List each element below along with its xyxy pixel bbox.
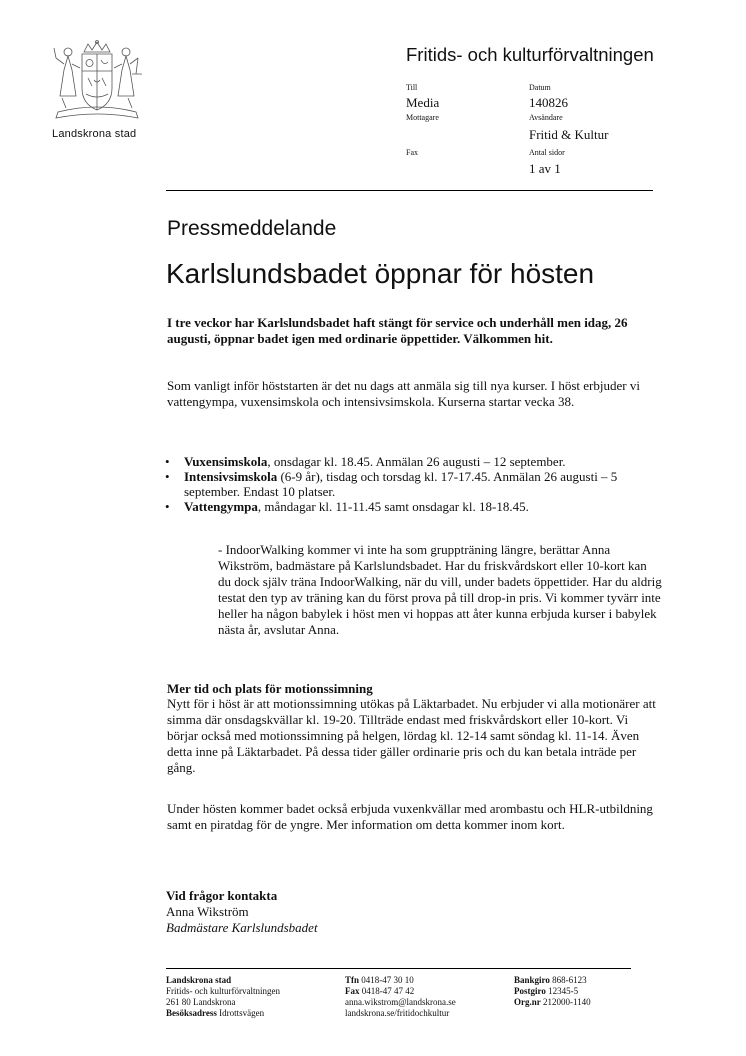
coat-of-arms-icon: [48, 38, 146, 124]
footer-bankgiro-label: Bankgiro: [514, 975, 550, 985]
list-item: [165, 454, 665, 469]
logo: [42, 38, 152, 124]
footer-postgiro-value: 12345-5: [548, 986, 579, 996]
fax-label: Fax: [406, 148, 418, 157]
date-label: Datum: [529, 83, 551, 92]
footer-postal: 261 80 Landskrona: [166, 997, 236, 1007]
course-name: Vattengympa: [184, 499, 258, 514]
recipient-label: Mottagare: [406, 113, 439, 122]
footer-fax-value: 0418-47 47 42: [361, 986, 415, 996]
footer-fax-label: Fax: [345, 986, 360, 996]
headline: Karlslundsbadet öppnar för hösten: [166, 258, 595, 289]
outro-paragraph: Under hösten kommer badet också erbjuda vuxenkvällar med arombastu och HLR-utbildning samt en piratdag för de yngre. Mer information om detta kommer inom kort.: [167, 801, 653, 832]
list-item: [165, 469, 665, 499]
course-details: , måndagar kl. 11-11.45 samt onsdagar kl. 18-18.45.: [257, 499, 529, 514]
footer-bankgiro-value: 868-6123: [552, 975, 587, 985]
sender-value: Fritid & Kultur: [529, 127, 609, 142]
header-divider: [166, 190, 653, 191]
footer-visit-value: Idrottsvägen: [219, 1008, 265, 1018]
course-name: Intensivsimskola: [184, 469, 278, 484]
contact-role: Badmästare Karlslundsbadet: [166, 920, 318, 935]
document-type: Pressmeddelande: [167, 217, 337, 240]
course-name: Vuxensimskola: [184, 454, 268, 469]
course-details: , onsdagar kl. 18.45. Anmälan 26 augusti – 12 september.: [267, 454, 566, 469]
footer-postgiro-label: Postgiro: [514, 986, 546, 996]
footer-visit-label: Besöksadress: [166, 1008, 217, 1018]
footer-email: anna.wikstrom@landskrona.se: [345, 997, 456, 1007]
department-name: Fritids- och kulturförvaltningen: [406, 44, 654, 65]
quote-paragraph: - IndoorWalking kommer vi inte ha som gruppträning längre, berättar Anna Wikström, badmästare på Karlslundsbadet. Har du friskvårdskort eller 10-kort kan du dock själv träna IndoorWalking, när du vill, under badets öppettider. Har du aldrig testat den typ av träning kan du först prova på till drop-in pris. Vi kommer tyvärr inte heller ha någon babylek i höst men vi hoppas att åter kunna erbjuda kurser i babylek nästa år, avslutar Anna.: [218, 542, 662, 637]
sender-label: Avsändare: [529, 113, 563, 122]
footer-web: landskrona.se/fritidochkultur: [345, 1008, 450, 1018]
footer-address-block: [166, 975, 280, 1019]
contact-heading: Vid frågor kontakta: [166, 888, 278, 903]
section-heading: Mer tid och plats för motionssimning: [167, 681, 373, 696]
to-label: Till: [406, 83, 418, 92]
contact-name: Anna Wikström: [166, 904, 249, 919]
footer-contact-block: [345, 975, 456, 1019]
footer-tfn-value: 0418-47 30 10: [361, 975, 414, 985]
footer-org: Landskrona stad: [166, 975, 232, 985]
lead-paragraph: I tre veckor har Karlslundsbadet haft stängt för service och underhåll men idag, 26 augusti, öppnar badet igen med ordinarie öppettider. Välkommen hit.: [167, 315, 628, 346]
pages-label: Antal sidor: [529, 148, 565, 157]
footer-orgnr-value: 212000-1140: [543, 997, 591, 1007]
footer-divider: [166, 968, 631, 969]
footer-tfn-label: Tfn: [345, 975, 360, 985]
date-value: 140826: [529, 95, 568, 110]
course-list: [165, 454, 665, 514]
to-value: Media: [406, 95, 440, 110]
section-paragraph: Nytt för i höst är att motionssimning utökas på Läktarbadet. Nu erbjuder vi alla motionärer att simma där onsdagskvällar kl. 19-20. Tillträde endast med friskvårdskort eller 10-kort. Vi börjar också med motionssimning på helgen, lördag kl. 12-14 samt söndag kl. 11-14. Även detta inne på Läktarbadet. På dessa tider gäller ordinarie pris och du kan betala inträde per gång.: [167, 696, 656, 775]
footer-orgnr-label: Org.nr: [514, 997, 541, 1007]
footer-dept: Fritids- och kulturförvaltningen: [166, 986, 280, 996]
city-name: Landskrona stad: [52, 128, 137, 140]
footer-bank-block: [514, 975, 591, 1008]
list-item: [165, 499, 665, 514]
course-details: (6-9 år), tisdag och torsdag kl. 17-17.45. Anmälan 26 augusti – 5 september. Endast 10 platser.: [184, 469, 618, 499]
intro-paragraph: Som vanligt inför höststarten är det nu dags att anmäla sig till nya kurser. I höst erbjuder vi vattengympa, vuxensimskola och intensivsimskola. Kurserna startar vecka 38.: [167, 378, 640, 409]
pages-value: 1 av 1: [529, 161, 561, 176]
